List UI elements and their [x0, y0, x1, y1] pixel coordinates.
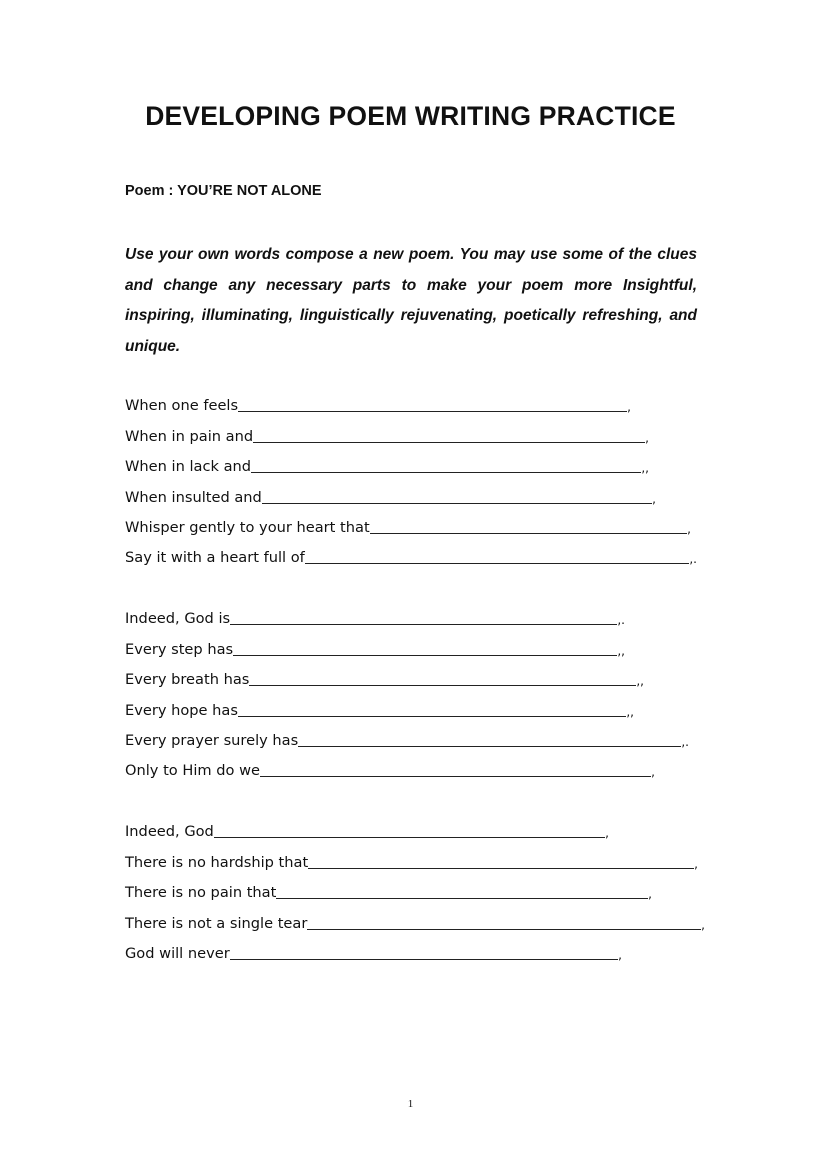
blank-field[interactable] [253, 441, 645, 443]
blank-field[interactable] [214, 836, 605, 838]
poem-line: Only to Him do we , [125, 762, 655, 780]
poem-line: Indeed, God is ,. [125, 610, 625, 628]
blank-field[interactable] [307, 928, 701, 930]
poem-line: Every prayer surely has ,. [125, 731, 689, 749]
poem-heading: Poem : YOU’RE NOT ALONE [125, 183, 322, 199]
poem-line: Say it with a heart full of ,. [125, 549, 697, 567]
stanza-1 [125, 389, 697, 571]
instructions: Use your own words compose a new poem. You may use some of the clues and change any necessary parts to make your poem more Insightful, inspiring, illuminating, linguistically rejuvenating, poetically refreshing, and unique. [125, 246, 697, 355]
blank-field[interactable] [238, 410, 627, 412]
poem-line: When in lack and ,, [125, 458, 649, 476]
blank-field[interactable] [260, 775, 651, 777]
poem-line: Every breath has ,, [125, 671, 644, 689]
blank-field[interactable] [238, 715, 626, 717]
stanza-3 [125, 815, 705, 967]
blank-field[interactable] [230, 623, 617, 625]
blank-field[interactable] [308, 867, 694, 869]
poem-line: Every step has ,, [125, 640, 625, 658]
poem-line: There is no hardship that , [125, 853, 698, 871]
page-number: 1 [407, 1098, 414, 1110]
page-title: DEVELOPING POEM WRITING PRACTICE [145, 101, 676, 131]
blank-field[interactable] [262, 502, 652, 504]
blank-field[interactable] [249, 684, 636, 686]
blank-field[interactable] [251, 471, 641, 473]
blank-field[interactable] [233, 654, 617, 656]
poem-line: When in pain and , [125, 427, 649, 445]
blank-field[interactable] [230, 958, 618, 960]
poem-line: Every hope has ,, [125, 701, 634, 719]
poem-line: There is no pain that , [125, 884, 652, 902]
blank-field[interactable] [370, 532, 687, 534]
blank-field[interactable] [305, 562, 690, 564]
blank-field[interactable] [276, 897, 648, 899]
blank-field[interactable] [298, 745, 681, 747]
poem-line: When insulted and , [125, 488, 656, 506]
poem-line: There is not a single tear , [125, 914, 705, 932]
poem-line: Indeed, God , [125, 823, 609, 841]
stanza-2 [125, 602, 689, 784]
poem-line: Whisper gently to your heart that , [125, 518, 691, 536]
poem-line: When one feels , [125, 397, 631, 415]
poem-line: God will never , [125, 944, 622, 962]
